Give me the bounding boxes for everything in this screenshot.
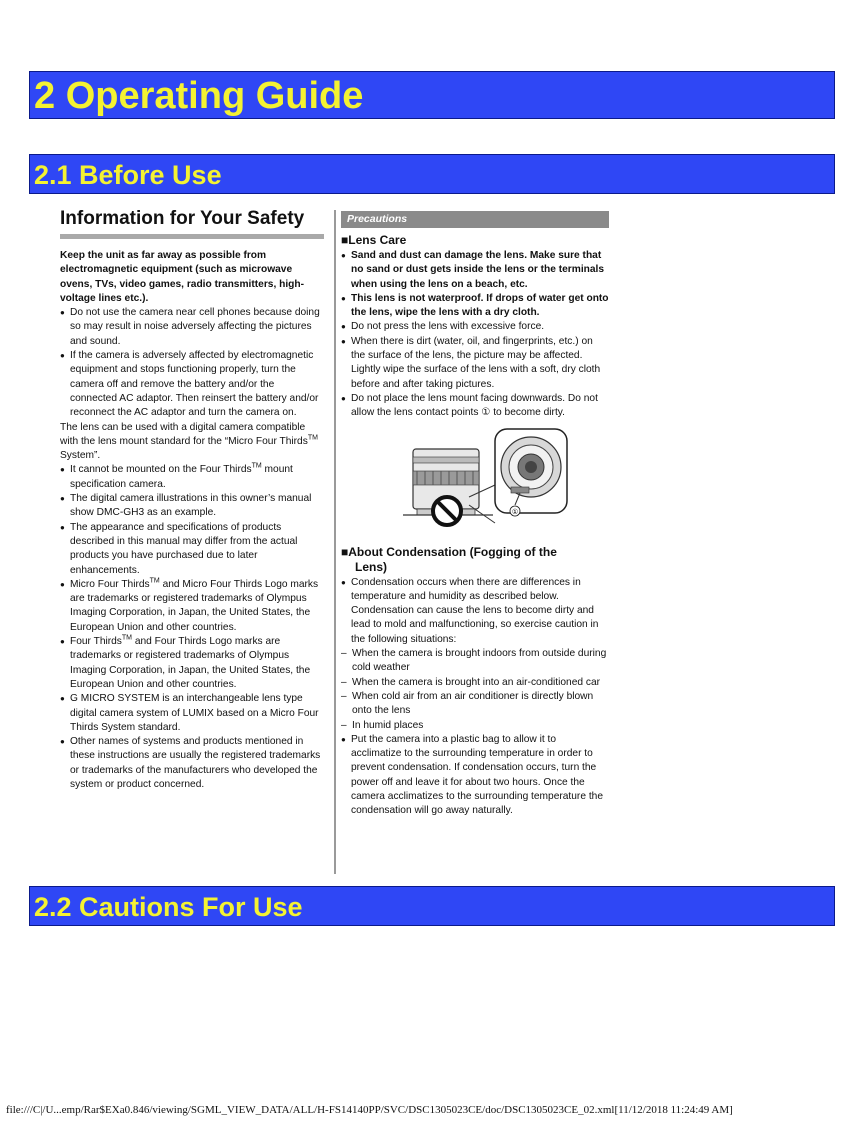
condensation-bullets <box>341 576 609 647</box>
safety-column <box>60 207 324 792</box>
figure-label-1: ① <box>511 507 519 516</box>
lens-care-bullets <box>341 249 609 421</box>
list-item: – When the camera is brought into an air-conditioned car <box>341 676 609 690</box>
list-item: ● Four Thirds™ and Four Thirds Logo marks are trademarks or registered trademarks of Olympus Imaging Corporation, in Japan, the United States, the European Union and other countries. <box>60 635 324 692</box>
condensation-situations <box>341 647 609 733</box>
column-divider <box>334 210 336 874</box>
list-item: ● When there is dirt (water, oil, and fingerprints, etc.) on the surface of the lens, the picture may be affected. Lightly wipe the surface of the lens with a soft, dry cloth before and after taking pictures. <box>341 335 609 392</box>
section-heading-cautions: 2.2 Cautions For Use <box>29 886 835 926</box>
lens-compat-paragraph: The lens can be used with a digital camera compatible with the lens mount standard for the “Micro Four Thirds™ System”. <box>60 421 318 462</box>
list-item: ● Condensation occurs when there are differences in temperature and humidity as described below. Condensation can cause the lens to become dirty and lead to mold and malfunctioning, so exercise caution in the following situations: <box>341 576 609 647</box>
list-item: ● It cannot be mounted on the Four Thirds™ mount specification camera. <box>60 463 324 492</box>
safety-intro: Keep the unit as far away as possible from electromagnetic equipment (such as microwave ovens, TVs, video games, radio transmitters, high-voltage lines etc.). <box>60 250 304 304</box>
list-item: – When cold air from an air conditioner is directly blown onto the lens <box>341 690 609 719</box>
list-item: ● G MICRO SYSTEM is an interchangeable lens type digital camera system of LUMIX based on a Micro Four Thirds System standard. <box>60 692 324 735</box>
file-path-footer: file:///C|/U...emp/Rar$EXa0.846/viewing/SGML_VIEW_DATA/ALL/H-FS14140PP/SVC/DSC1305023CE/doc/DSC1305023CE_02.xml[11/12/2018 11:24:49 AM] <box>6 1104 733 1116</box>
square-bullet-icon: ■ <box>341 233 349 247</box>
list-item: – When the camera is brought indoors from outside during cold weather <box>341 647 609 676</box>
precautions-bar: Precautions <box>341 211 609 228</box>
section-heading-before-use: 2.1 Before Use <box>29 154 835 194</box>
lens-mount-icon <box>403 427 583 537</box>
list-item: ● Sand and dust can damage the lens. Make sure that no sand or dust gets inside the lens or the terminals when using the lens on a beach, etc. <box>341 249 609 292</box>
safety-bullets-2 <box>60 463 324 792</box>
list-item: ● Do not press the lens with excessive force. <box>341 320 609 334</box>
list-item: ● The appearance and specifications of products described in this manual may differ from the actual products you have purchased due to later enhancements. <box>60 521 324 578</box>
condensation-heading: ■About Condensation (Fogging of the Lens) <box>341 544 557 574</box>
safety-bullets-1 <box>60 306 324 420</box>
chapter-heading: 2 Operating Guide <box>29 71 835 119</box>
condensation-bullets-2 <box>341 733 609 819</box>
list-item: ● This lens is not waterproof. If drops of water get onto the lens, wipe the lens with a dry cloth. <box>341 292 609 321</box>
list-item: ● Do not use the camera near cell phones because doing so may result in noise adversely affecting the pictures and sound. <box>60 306 324 349</box>
square-bullet-icon: ■ <box>341 544 349 559</box>
list-item: ● Micro Four Thirds™ and Micro Four Thirds Logo marks are trademarks or registered trademarks of Olympus Imaging Corporation, in Japan, the United States, the European Union and other countries. <box>60 578 324 635</box>
lens-illustration <box>341 427 609 537</box>
list-item: ● Do not place the lens mount facing downwards. Do not allow the lens contact points ① to become dirty. <box>341 392 609 421</box>
list-item: ● The digital camera illustrations in this owner’s manual show DMC-GH3 as an example. <box>60 492 324 521</box>
title-underline <box>60 234 324 239</box>
safety-title: Information for Your Safety <box>60 208 305 229</box>
list-item: – In humid places <box>341 719 609 733</box>
list-item: ● If the camera is adversely affected by electromagnetic equipment and stops functioning properly, turn the camera off and remove the battery and/or the connected AC adaptor. Then reinsert the battery and/or reconnect the AC adaptor and turn the camera on. <box>60 349 324 420</box>
list-item: ● Put the camera into a plastic bag to allow it to acclimatize to the surrounding temperature in order to prevent condensation. If condensation occurs, turn the power off and leave it for about two hours. Once the camera acclimatizes to the surrounding temperature the condensation will go away naturally. <box>341 733 609 819</box>
list-item: ● Other names of systems and products mentioned in these instructions are usually the registered trademarks or trademarks of the manufacturers who developed the system or product concerned. <box>60 735 324 792</box>
lens-care-heading: ■Lens Care <box>341 233 407 247</box>
precautions-column <box>341 211 609 819</box>
